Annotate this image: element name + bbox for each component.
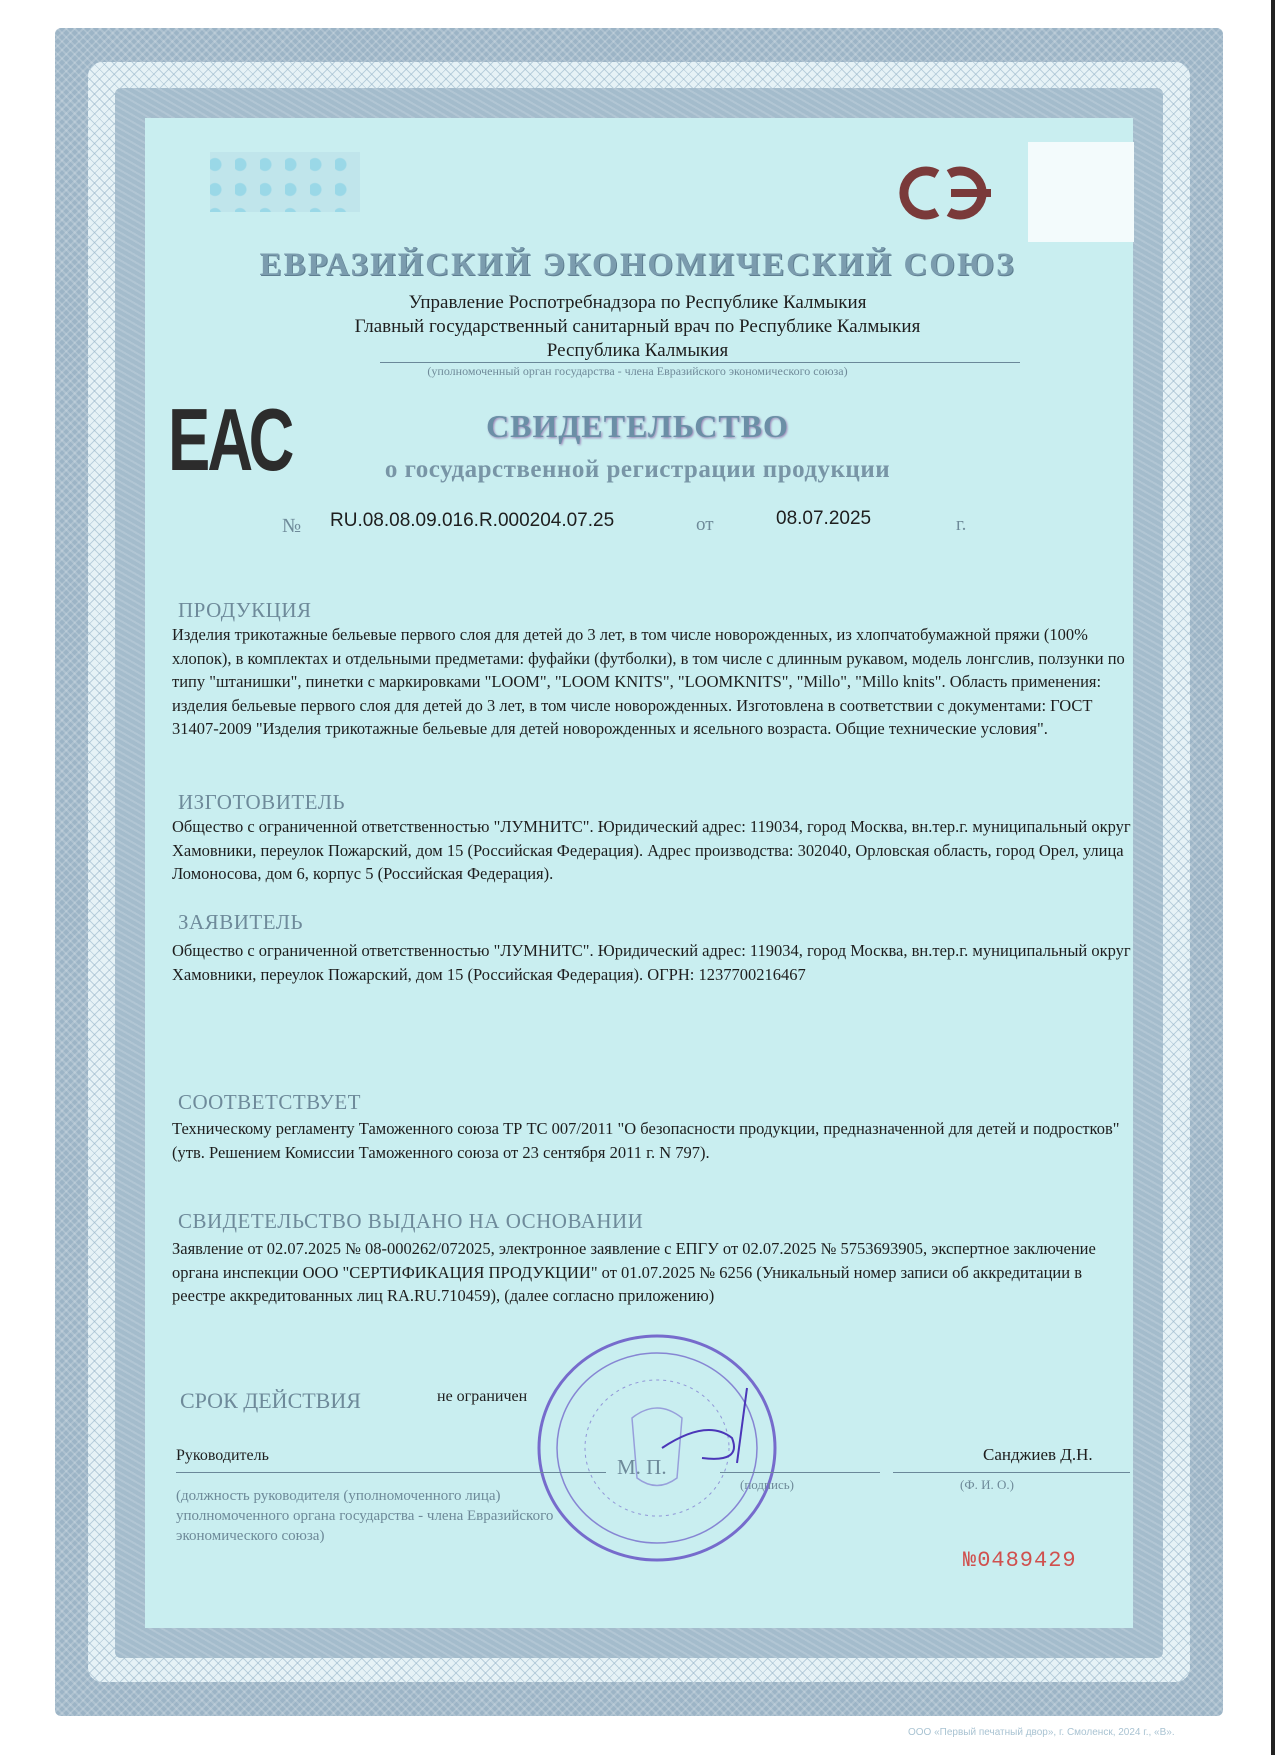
name-caption: (Ф. И. О.) (960, 1477, 1014, 1492)
blank-corner-box (1028, 142, 1134, 242)
scan-edge (1271, 0, 1275, 1755)
signature-underline (720, 1472, 880, 1473)
registration-number: RU.08.08.09.016.R.000204.07.25 (330, 510, 615, 531)
authority-line: Республика Калмыкия (546, 340, 729, 361)
certificate-subtitle: о государственной регистрации продукции (384, 456, 891, 483)
validity-heading: СРОК ДЕЙСТВИЯ (180, 1388, 361, 1413)
ce-monogram-icon (893, 160, 1003, 226)
authority-caption: (уполномоченный орган государства - члена Евразийского экономического союза) (427, 364, 848, 378)
section-text-basis: Заявление от 02.07.2025 № 08-000262/072025, электронное заявление с ЕПГУ от 02.07.2025 № 5753693905, экспертное заключение органа инспекции ООО "СЕРТИФИКАЦИЯ ПРОДУКЦИИ" от 01.07.2025 № 6256 (Уникальный номер записи об аккредитации в реестре аккредитованных лиц RA.RU.710459), (далее согласно приложению) (172, 1239, 1096, 1305)
authority-line: Управление Роспотребнадзора по Республике Калмыкия (408, 292, 867, 313)
section-heading-product: ПРОДУКЦИЯ (178, 598, 312, 622)
name-underline (893, 1472, 1130, 1473)
printer-note: ООО «Первый печатный двор», г. Смоленск, 2024 г., «В». (908, 1727, 1175, 1738)
serial-number: №0489429 (963, 1548, 1077, 1573)
section-heading-manufacturer: ИЗГОТОВИТЕЛЬ (178, 790, 346, 814)
certificate-title: СВИДЕТЕЛЬСТВО (486, 408, 789, 444)
section-heading-basis: СВИДЕТЕЛЬСТВО ВЫДАНО НА ОСНОВАНИИ (178, 1209, 644, 1233)
registration-date: 08.07.2025 (776, 508, 872, 529)
validity-value: не ограничен (437, 1388, 528, 1405)
role-underline (176, 1472, 606, 1473)
number-sign: № (282, 515, 302, 537)
section-heading-applicant: ЗАЯВИТЕЛЬ (178, 910, 304, 934)
eac-mark-icon: ЕАС (168, 390, 292, 489)
authority-line: Главный государственный санитарный врач по Республике Калмыкия (354, 316, 921, 337)
role-caption: (должность руководителя (уполномоченного лица) уполномоченного органа государства - члена Евразийского экономического союза) (176, 1488, 554, 1544)
divider (380, 362, 1020, 363)
section-heading-conforms: СООТВЕТСТВУЕТ (178, 1090, 361, 1114)
section-text-applicant: Общество с ограниченной ответственностью "ЛУМНИТС". Юридический адрес: 119034, город Москва, вн.тер.г. муниципальный округ Хамовники, переулок Пожарский, дом 15 (Российская Федерация). ОГРН: 1237700216467 (172, 941, 1131, 984)
year-suffix: г. (956, 514, 967, 535)
section-text-conforms: Техническому регламенту Таможенного союза ТР ТС 007/2011 "О безопасности продукции, предназначенной для детей и подростков" (утв. Решением Комиссии Таможенного союза от 23 сентября 2011 г. N 797). (172, 1119, 1120, 1162)
hologram-pattern (210, 152, 360, 212)
signatory-role: Руководитель (176, 1447, 269, 1464)
section-text-product: Изделия трикотажные бельевые первого слоя для детей до 3 лет, в том числе новорожденных, из хлопчатобумажной пряжи (100% хлопок), в комплектах и отдельными предметами: фуфайки (футболки), в том числе с длинным рукавом, модель лонгслив, ползунки по типу "штанишки", пинетки с маркировками "LOOM", "LOOM KNITS", "LOOMKNITS", "Millo", "Millo knits". Область применения: изделия бельевые первого слоя для детей до 3 лет, в том числе новорожденных. Изготовлена в соответствии с документами: ГОСТ 31407-2009 "Изделия трикотажные бельевые для детей новорожденных и ясельного возраста. Общие технические условия". (172, 625, 1125, 738)
union-title: ЕВРАЗИЙСКИЙ ЭКОНОМИЧЕСКИЙ СОЮЗ (259, 247, 1016, 283)
signature-caption: (подпись) (740, 1477, 794, 1492)
from-label: от (696, 514, 714, 535)
signatory-name: Санджиев Д.Н. (983, 1445, 1093, 1464)
section-text-manufacturer: Общество с ограниченной ответственностью "ЛУМНИТС". Юридический адрес: 119034, город Москва, вн.тер.г. муниципальный округ Хамовники, переулок Пожарский, дом 15 (Российская Федерация). Адрес производства: 302040, Орловская область, город Орел, улица Ломоносова, дом 6, корпус 5 (Российская Федерация). (172, 817, 1131, 883)
stamp-place-label: М. П. (617, 1455, 667, 1479)
